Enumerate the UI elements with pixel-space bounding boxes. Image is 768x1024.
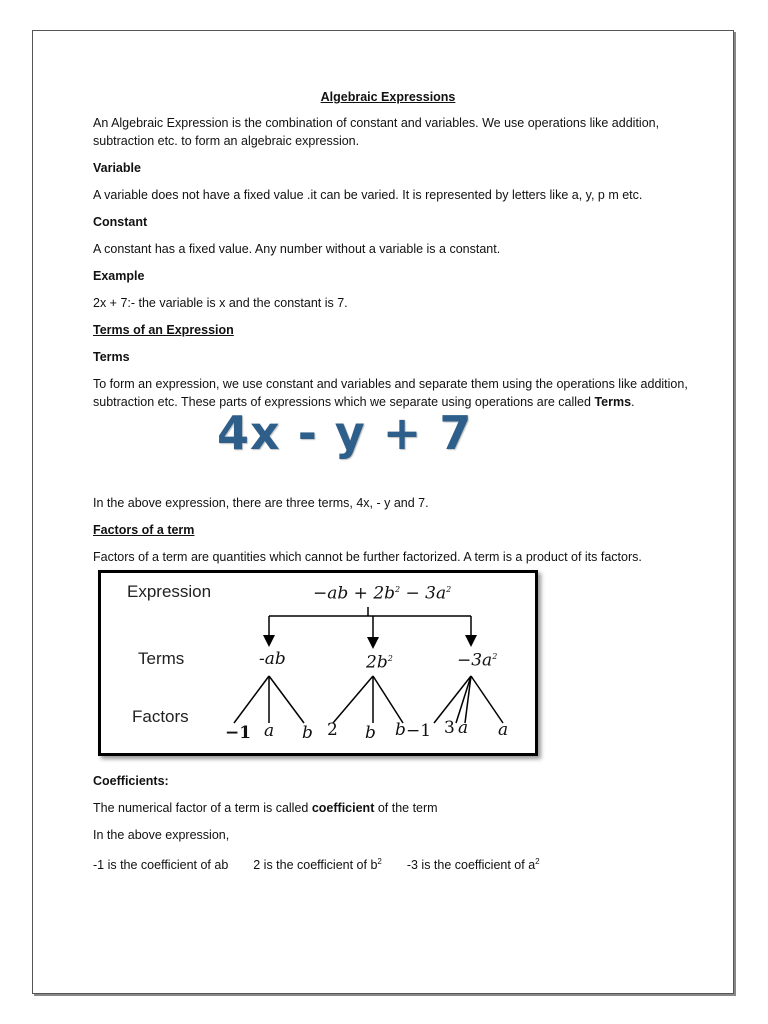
factor-item: a <box>458 718 469 738</box>
factors-paragraph: Factors of a term are quantities which cannot be further factorized. A term is a product of its factors. <box>93 550 642 564</box>
intro-paragraph: An Algebraic Expression is the combination of constant and variables. We use operations like addition, subtraction etc. to form an algebraic expression. <box>93 116 660 148</box>
term-2 <box>366 650 393 672</box>
coef-item-1: -1 is the coefficient of ab <box>93 858 229 873</box>
branch-line <box>373 676 403 723</box>
exponent: 2 <box>395 585 401 594</box>
coef-bold-word: coefficient <box>311 801 375 815</box>
three-terms-paragraph: In the above expression, there are three terms, 4x, - y and 7. <box>93 496 429 510</box>
factor-item: 3 <box>444 718 455 738</box>
exponent: 2 <box>387 654 393 663</box>
exponent: 2 <box>377 857 382 866</box>
factor-tree-diagram <box>98 570 538 756</box>
above-expression-text: In the above expression, <box>93 828 230 842</box>
coefficient-definition <box>93 799 693 817</box>
branch-line <box>333 676 373 723</box>
factor-item: a <box>498 720 509 740</box>
factor-item: −1 <box>225 723 252 743</box>
coefficient-list <box>93 853 693 874</box>
term-1: -ab <box>259 649 286 669</box>
term-3 <box>457 648 497 670</box>
page-title: Algebraic Expressions <box>320 90 456 104</box>
diagram-expression <box>313 581 451 603</box>
coefficients-heading: Coefficients: <box>93 774 169 788</box>
expression-image <box>93 406 693 486</box>
branch-line <box>471 676 503 723</box>
factor-item: −1 <box>406 721 432 741</box>
terms-text: To form an expression, we use constant and variables and separate them using the operations like addition, subtraction etc. These parts of expressions which we separate using operations are called <box>93 377 688 409</box>
factor-item: b <box>302 723 313 743</box>
expression-part: − 3a <box>400 583 447 604</box>
factor-item: b <box>395 720 406 740</box>
terms-bold-word: Terms <box>594 395 632 409</box>
example-paragraph: 2x + 7:- the variable is x and the constant is 7. <box>93 296 348 310</box>
factors-heading: Factors of a term <box>93 523 195 537</box>
terms-of-expression-heading: Terms of an Expression <box>93 323 234 337</box>
branch-line <box>269 676 304 723</box>
label-expression: Expression <box>127 582 212 601</box>
constant-heading: Constant <box>93 215 148 229</box>
factor-item: b <box>365 723 376 743</box>
coef-item-3 <box>407 858 540 872</box>
coef-text: of the term <box>374 801 438 815</box>
exponent: 2 <box>446 585 452 594</box>
terms-text-end: . <box>631 395 635 409</box>
variable-paragraph: A variable does not have a fixed value .it can be varied. It is represented by letters like a, y, p m etc. <box>93 188 643 202</box>
terms-heading: Terms <box>93 350 130 364</box>
coef-text: -3 is the coefficient of a <box>406 858 536 873</box>
term-text: −3a <box>457 650 493 671</box>
exponent: 2 <box>492 652 498 661</box>
exponent: 2 <box>535 857 540 866</box>
coef-text: 2 is the coefficient of b <box>253 858 378 873</box>
constant-paragraph: A constant has a fixed value. Any number without a variable is a constant. <box>93 242 501 256</box>
expression-part: −ab + 2b <box>313 583 396 604</box>
factor-item: a <box>264 721 275 741</box>
variable-heading: Variable <box>93 161 141 175</box>
example-heading: Example <box>93 269 145 283</box>
coef-item-2 <box>253 858 382 872</box>
label-factors: Factors <box>132 707 189 726</box>
big-expression: 4x - y + 7 <box>217 406 473 460</box>
branch-line <box>234 676 269 723</box>
term-text: 2b <box>366 652 388 673</box>
coef-text: The numerical factor of a term is called <box>93 801 312 815</box>
factor-item: 2 <box>327 720 338 740</box>
label-terms: Terms <box>138 649 185 668</box>
document-body <box>93 88 693 883</box>
